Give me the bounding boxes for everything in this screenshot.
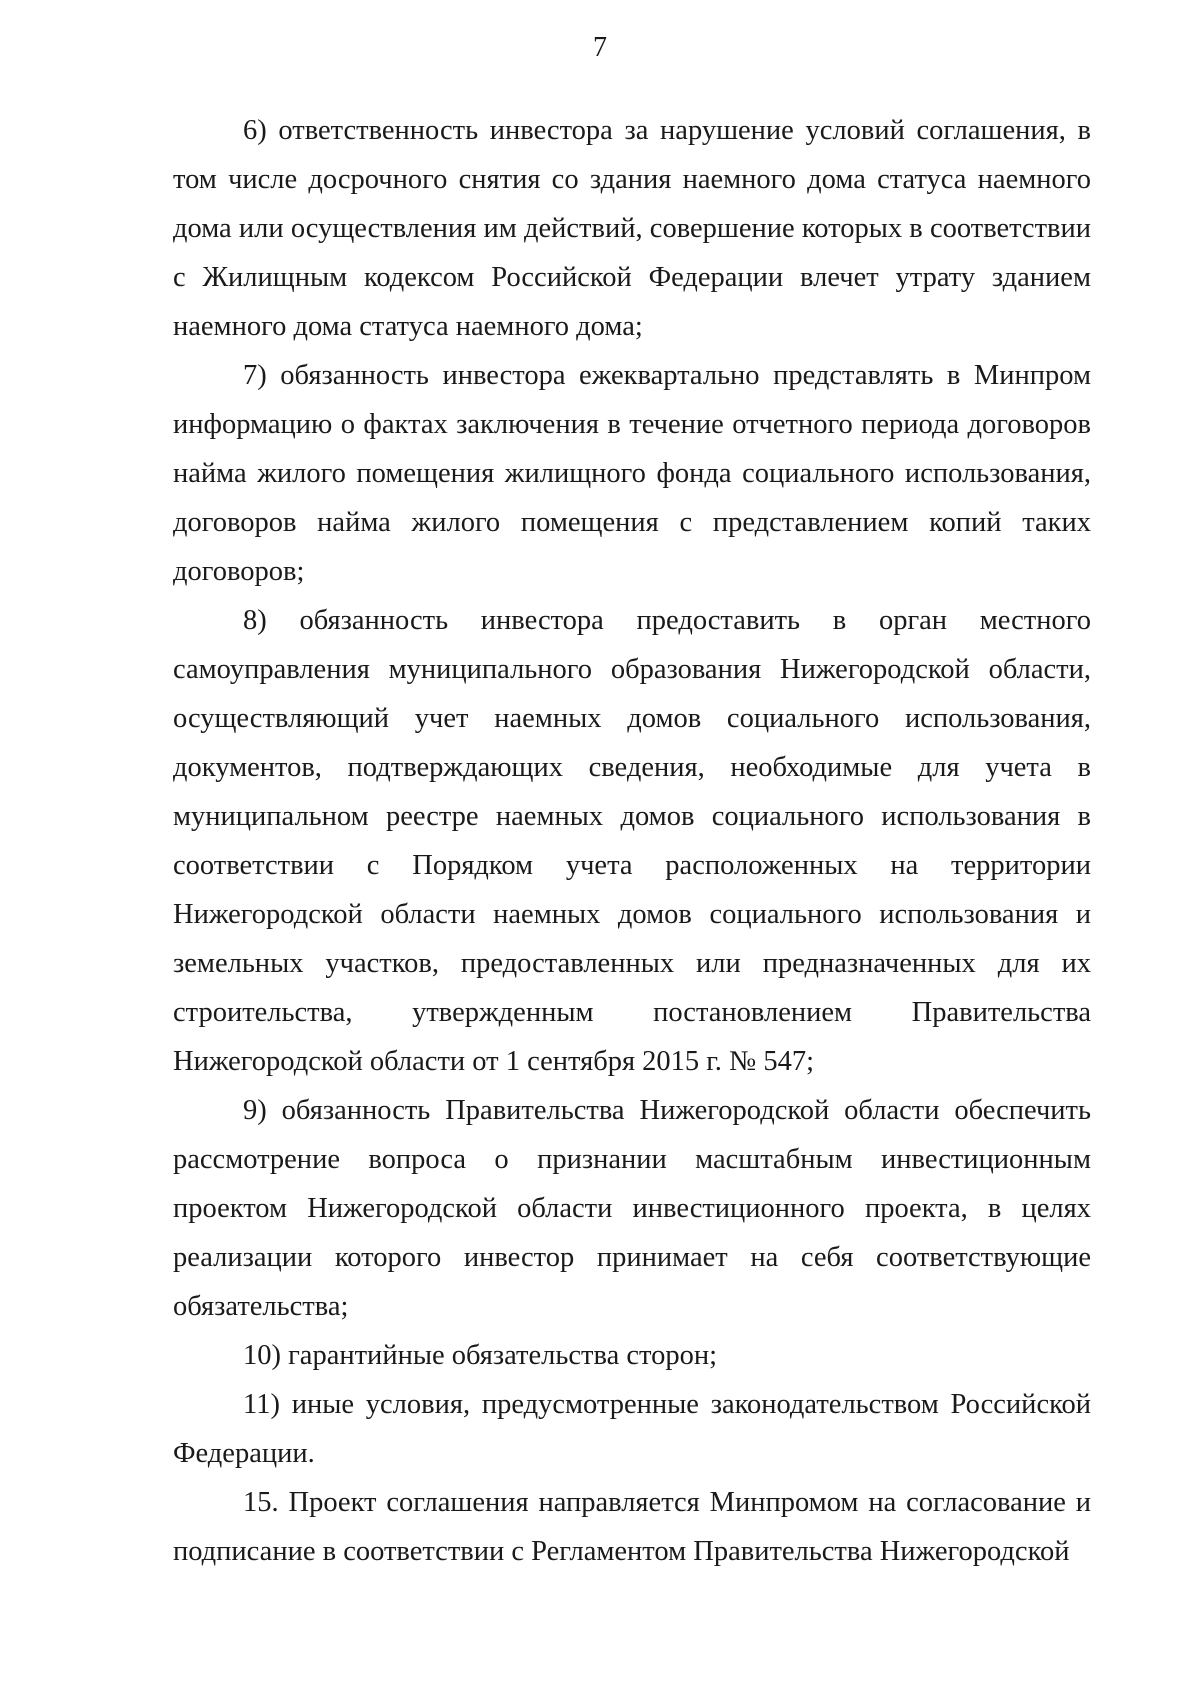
paragraph-item-10: 10) гарантийные обязательства сторон; — [243, 1340, 717, 1371]
paragraph-section-15: 15. Проект соглашения направляется Минпромом на согласование и подписание в соответствии с Регламентом Правительства Нижегородской — [173, 1487, 1091, 1567]
paragraph-item-7: 7) обязанность инвестора ежеквартально представлять в Минпром информацию о фактах заключения в течение отчетного периода договоров найма жилого помещения жилищного фонда социального использования, договоров найма жилого помещения с представлением копий таких договоров; — [173, 360, 1091, 587]
paragraph-item-11: 11) иные условия, предусмотренные законодательством Российской Федерации. — [173, 1389, 1091, 1469]
paragraph-item-9: 9) обязанность Правительства Нижегородской области обеспечить рассмотрение вопроса о признании масштабным инвестиционным проектом Нижегородской области инвестиционного проекта, в целях реализации которого инвестор принимает на себя соответствующие обязательства; — [173, 1095, 1091, 1322]
page-number: 7 — [593, 32, 607, 63]
document-body — [173, 106, 1091, 1576]
paragraph-item-8: 8) обязанность инвестора предоставить в орган местного самоуправления муниципального образования Нижегородской области, осуществляющий учет наемных домов социального использования, документов, подтверждающих сведения, необходимые для учета в муниципальном реестре наемных домов социального использования в соответствии с Порядком учета расположенных на территории Нижегородской области наемных домов социального использования и земельных участков, предоставленных или предназначенных для их строительства, утвержденным постановлением Правительства Нижегородской области от 1 сентября 2015 г. № 547; — [173, 605, 1091, 1077]
paragraph-item-6: 6) ответственность инвестора за нарушение условий соглашения, в том числе досрочного снятия со здания наемного дома статуса наемного дома или осуществления им действий, совершение которых в соответствии с Жилищным кодексом Российской Федерации влечет утрату зданием наемного дома статуса наемного дома; — [173, 115, 1091, 342]
